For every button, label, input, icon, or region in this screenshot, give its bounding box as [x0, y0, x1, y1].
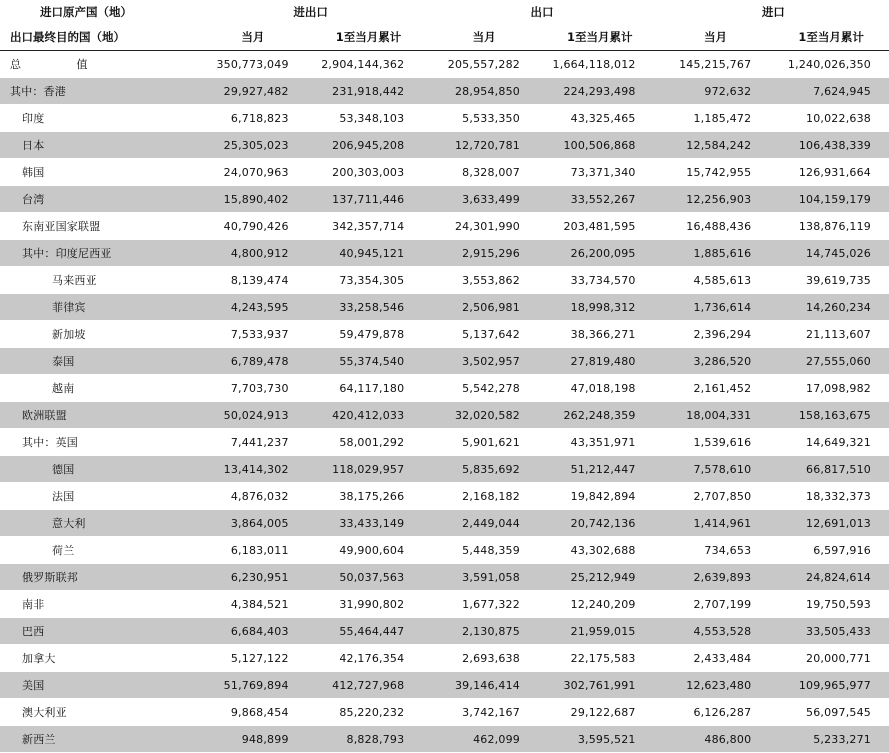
cell-import-month: 12,623,480 — [658, 672, 774, 699]
cell-total-trade-month: 6,789,478 — [195, 348, 311, 375]
cell-import-cumulative: 138,876,119 — [773, 213, 889, 240]
table-row — [0, 645, 889, 672]
table-row — [0, 699, 889, 726]
table-row — [0, 294, 889, 321]
header-origin-label: 进口原产国（地） — [0, 0, 195, 24]
cell-total-trade-month: 51,769,894 — [195, 672, 311, 699]
cell-export-cumulative: 19,842,894 — [542, 483, 658, 510]
cell-export-cumulative: 203,481,595 — [542, 213, 658, 240]
cell-total-trade-month: 3,864,005 — [195, 510, 311, 537]
cell-export-month: 12,720,781 — [426, 132, 542, 159]
header-import-month: 当月 — [658, 24, 774, 51]
cell-total-trade-cumulative: 231,918,442 — [311, 78, 427, 105]
row-label: 其中：英国 — [0, 429, 195, 456]
row-label: 意大利 — [0, 510, 195, 537]
row-label: 巴西 — [0, 618, 195, 645]
row-label: 韩国 — [0, 159, 195, 186]
cell-total-trade-cumulative: 50,037,563 — [311, 564, 427, 591]
cell-export-cumulative: 12,240,209 — [542, 591, 658, 618]
cell-total-trade-month: 7,533,937 — [195, 321, 311, 348]
cell-import-cumulative: 24,824,614 — [773, 564, 889, 591]
table-row — [0, 402, 889, 429]
table-row — [0, 510, 889, 537]
row-label: 南非 — [0, 591, 195, 618]
cell-import-month: 6,126,287 — [658, 699, 774, 726]
cell-total-trade-cumulative: 118,029,957 — [311, 456, 427, 483]
row-label: 马来西亚 — [0, 267, 195, 294]
header-export-cumulative: 1至当月累计 — [542, 24, 658, 51]
cell-total-trade-cumulative: 200,303,003 — [311, 159, 427, 186]
row-label: 印度 — [0, 105, 195, 132]
table-row — [0, 240, 889, 267]
row-label: 法国 — [0, 483, 195, 510]
cell-export-cumulative: 43,302,688 — [542, 537, 658, 564]
table-row — [0, 672, 889, 699]
header-group-import: 进口 — [658, 0, 889, 24]
cell-export-month: 5,533,350 — [426, 105, 542, 132]
table-header — [0, 0, 889, 51]
cell-export-month: 5,542,278 — [426, 375, 542, 402]
cell-import-month: 3,286,520 — [658, 348, 774, 375]
row-label: 新西兰 — [0, 726, 195, 753]
cell-total-trade-cumulative: 40,945,121 — [311, 240, 427, 267]
table-row — [0, 456, 889, 483]
cell-import-cumulative: 5,233,271 — [773, 726, 889, 753]
cell-total-trade-cumulative: 55,374,540 — [311, 348, 427, 375]
cell-export-cumulative: 51,212,447 — [542, 456, 658, 483]
cell-export-month: 2,506,981 — [426, 294, 542, 321]
cell-total-trade-cumulative: 55,464,447 — [311, 618, 427, 645]
cell-import-cumulative: 56,097,545 — [773, 699, 889, 726]
cell-export-cumulative: 100,506,868 — [542, 132, 658, 159]
cell-import-cumulative: 27,555,060 — [773, 348, 889, 375]
table-row — [0, 564, 889, 591]
row-label: 总 值 — [0, 51, 195, 78]
table-row — [0, 186, 889, 213]
cell-total-trade-month: 948,899 — [195, 726, 311, 753]
cell-import-cumulative: 14,649,321 — [773, 429, 889, 456]
row-label: 菲律宾 — [0, 294, 195, 321]
cell-total-trade-month: 50,024,913 — [195, 402, 311, 429]
cell-total-trade-cumulative: 206,945,208 — [311, 132, 427, 159]
cell-import-month: 12,256,903 — [658, 186, 774, 213]
header-row-periods — [0, 24, 889, 51]
cell-total-trade-month: 40,790,426 — [195, 213, 311, 240]
cell-total-trade-month: 8,139,474 — [195, 267, 311, 294]
cell-export-cumulative: 21,959,015 — [542, 618, 658, 645]
cell-total-trade-month: 350,773,049 — [195, 51, 311, 78]
header-row-groups — [0, 0, 889, 24]
cell-total-trade-cumulative: 64,117,180 — [311, 375, 427, 402]
cell-export-month: 2,693,638 — [426, 645, 542, 672]
row-label: 日本 — [0, 132, 195, 159]
cell-export-cumulative: 47,018,198 — [542, 375, 658, 402]
cell-total-trade-cumulative: 38,175,266 — [311, 483, 427, 510]
cell-import-month: 2,433,484 — [658, 645, 774, 672]
row-label: 美国 — [0, 672, 195, 699]
cell-import-month: 15,742,955 — [658, 159, 774, 186]
cell-export-month: 2,130,875 — [426, 618, 542, 645]
row-label: 荷兰 — [0, 537, 195, 564]
cell-import-cumulative: 10,022,638 — [773, 105, 889, 132]
cell-export-month: 462,099 — [426, 726, 542, 753]
table-row — [0, 321, 889, 348]
cell-export-cumulative: 302,761,991 — [542, 672, 658, 699]
cell-import-month: 1,185,472 — [658, 105, 774, 132]
cell-export-month: 5,835,692 — [426, 456, 542, 483]
cell-total-trade-month: 6,183,011 — [195, 537, 311, 564]
cell-import-month: 1,414,961 — [658, 510, 774, 537]
cell-total-trade-cumulative: 412,727,968 — [311, 672, 427, 699]
cell-import-cumulative: 106,438,339 — [773, 132, 889, 159]
row-label: 新加坡 — [0, 321, 195, 348]
row-label: 俄罗斯联邦 — [0, 564, 195, 591]
cell-total-trade-month: 4,800,912 — [195, 240, 311, 267]
row-label: 加拿大 — [0, 645, 195, 672]
cell-export-cumulative: 33,552,267 — [542, 186, 658, 213]
cell-import-month: 12,584,242 — [658, 132, 774, 159]
table-row — [0, 267, 889, 294]
row-label: 其中：香港 — [0, 78, 195, 105]
cell-import-cumulative: 1,240,026,350 — [773, 51, 889, 78]
cell-export-month: 24,301,990 — [426, 213, 542, 240]
cell-total-trade-cumulative: 59,479,878 — [311, 321, 427, 348]
cell-total-trade-cumulative: 342,357,714 — [311, 213, 427, 240]
cell-import-cumulative: 126,931,664 — [773, 159, 889, 186]
cell-import-month: 972,632 — [658, 78, 774, 105]
cell-import-cumulative: 7,624,945 — [773, 78, 889, 105]
cell-import-cumulative: 39,619,735 — [773, 267, 889, 294]
cell-export-month: 2,168,182 — [426, 483, 542, 510]
cell-export-month: 3,742,167 — [426, 699, 542, 726]
cell-total-trade-cumulative: 85,220,232 — [311, 699, 427, 726]
cell-import-month: 734,653 — [658, 537, 774, 564]
cell-export-cumulative: 1,664,118,012 — [542, 51, 658, 78]
cell-total-trade-cumulative: 33,258,546 — [311, 294, 427, 321]
cell-export-month: 5,901,621 — [426, 429, 542, 456]
cell-import-cumulative: 12,691,013 — [773, 510, 889, 537]
table-body — [0, 51, 889, 753]
cell-total-trade-month: 6,230,951 — [195, 564, 311, 591]
cell-export-month: 5,137,642 — [426, 321, 542, 348]
cell-total-trade-cumulative: 73,354,305 — [311, 267, 427, 294]
cell-export-cumulative: 43,325,465 — [542, 105, 658, 132]
table-row — [0, 483, 889, 510]
cell-total-trade-month: 7,703,730 — [195, 375, 311, 402]
cell-total-trade-cumulative: 53,348,103 — [311, 105, 427, 132]
table-row — [0, 429, 889, 456]
cell-export-cumulative: 20,742,136 — [542, 510, 658, 537]
row-label: 德国 — [0, 456, 195, 483]
cell-import-cumulative: 14,260,234 — [773, 294, 889, 321]
table-row — [0, 159, 889, 186]
cell-total-trade-month: 24,070,963 — [195, 159, 311, 186]
header-destination-label: 出口最终目的国（地） — [0, 24, 195, 51]
cell-export-cumulative: 26,200,095 — [542, 240, 658, 267]
cell-total-trade-cumulative: 137,711,446 — [311, 186, 427, 213]
row-label: 澳大利亚 — [0, 699, 195, 726]
table-row — [0, 537, 889, 564]
cell-export-month: 8,328,007 — [426, 159, 542, 186]
cell-export-month: 205,557,282 — [426, 51, 542, 78]
cell-export-month: 3,553,862 — [426, 267, 542, 294]
cell-import-month: 1,539,616 — [658, 429, 774, 456]
cell-total-trade-month: 5,127,122 — [195, 645, 311, 672]
cell-import-month: 4,553,528 — [658, 618, 774, 645]
cell-export-cumulative: 224,293,498 — [542, 78, 658, 105]
cell-import-month: 145,215,767 — [658, 51, 774, 78]
table-row — [0, 213, 889, 240]
cell-export-cumulative: 22,175,583 — [542, 645, 658, 672]
cell-export-month: 32,020,582 — [426, 402, 542, 429]
cell-export-cumulative: 25,212,949 — [542, 564, 658, 591]
cell-import-month: 2,707,850 — [658, 483, 774, 510]
cell-import-month: 1,736,614 — [658, 294, 774, 321]
cell-import-cumulative: 21,113,607 — [773, 321, 889, 348]
cell-total-trade-cumulative: 58,001,292 — [311, 429, 427, 456]
cell-import-cumulative: 109,965,977 — [773, 672, 889, 699]
cell-import-cumulative: 33,505,433 — [773, 618, 889, 645]
cell-total-trade-cumulative: 33,433,149 — [311, 510, 427, 537]
table-row — [0, 618, 889, 645]
table-row — [0, 132, 889, 159]
cell-export-month: 28,954,850 — [426, 78, 542, 105]
cell-total-trade-month: 25,305,023 — [195, 132, 311, 159]
cell-export-cumulative: 73,371,340 — [542, 159, 658, 186]
table-row — [0, 375, 889, 402]
cell-import-month: 2,707,199 — [658, 591, 774, 618]
row-label: 欧洲联盟 — [0, 402, 195, 429]
row-label: 其中：印度尼西亚 — [0, 240, 195, 267]
cell-total-trade-month: 29,927,482 — [195, 78, 311, 105]
table-row — [0, 78, 889, 105]
cell-total-trade-month: 15,890,402 — [195, 186, 311, 213]
cell-import-month: 2,161,452 — [658, 375, 774, 402]
header-group-export: 出口 — [426, 0, 657, 24]
cell-total-trade-month: 6,684,403 — [195, 618, 311, 645]
cell-export-month: 1,677,322 — [426, 591, 542, 618]
row-label: 东南亚国家联盟 — [0, 213, 195, 240]
cell-import-cumulative: 104,159,179 — [773, 186, 889, 213]
cell-import-cumulative: 14,745,026 — [773, 240, 889, 267]
cell-import-month: 2,639,893 — [658, 564, 774, 591]
cell-total-trade-cumulative: 42,176,354 — [311, 645, 427, 672]
cell-export-cumulative: 38,366,271 — [542, 321, 658, 348]
table-row — [0, 348, 889, 375]
cell-total-trade-cumulative: 8,828,793 — [311, 726, 427, 753]
header-import-cumulative: 1至当月累计 — [773, 24, 889, 51]
cell-import-cumulative: 6,597,916 — [773, 537, 889, 564]
table-row — [0, 51, 889, 78]
cell-import-month: 2,396,294 — [658, 321, 774, 348]
header-total-trade-cumulative: 1至当月累计 — [311, 24, 427, 51]
cell-export-month: 3,502,957 — [426, 348, 542, 375]
header-export-month: 当月 — [426, 24, 542, 51]
cell-import-cumulative: 66,817,510 — [773, 456, 889, 483]
cell-total-trade-month: 4,876,032 — [195, 483, 311, 510]
cell-import-cumulative: 19,750,593 — [773, 591, 889, 618]
header-total-trade-month: 当月 — [195, 24, 311, 51]
table-row — [0, 591, 889, 618]
cell-total-trade-cumulative: 49,900,604 — [311, 537, 427, 564]
header-group-total-trade: 进出口 — [195, 0, 426, 24]
cell-export-cumulative: 262,248,359 — [542, 402, 658, 429]
table-row — [0, 726, 889, 753]
cell-import-month: 18,004,331 — [658, 402, 774, 429]
row-label: 泰国 — [0, 348, 195, 375]
cell-import-month: 1,885,616 — [658, 240, 774, 267]
cell-export-month: 3,633,499 — [426, 186, 542, 213]
cell-total-trade-cumulative: 420,412,033 — [311, 402, 427, 429]
cell-export-cumulative: 43,351,971 — [542, 429, 658, 456]
cell-export-month: 5,448,359 — [426, 537, 542, 564]
cell-export-cumulative: 29,122,687 — [542, 699, 658, 726]
cell-export-month: 3,591,058 — [426, 564, 542, 591]
cell-export-month: 2,915,296 — [426, 240, 542, 267]
cell-export-cumulative: 33,734,570 — [542, 267, 658, 294]
cell-import-cumulative: 158,163,675 — [773, 402, 889, 429]
cell-export-cumulative: 3,595,521 — [542, 726, 658, 753]
cell-import-cumulative: 20,000,771 — [773, 645, 889, 672]
cell-export-cumulative: 27,819,480 — [542, 348, 658, 375]
cell-import-cumulative: 17,098,982 — [773, 375, 889, 402]
cell-total-trade-cumulative: 2,904,144,362 — [311, 51, 427, 78]
cell-import-month: 4,585,613 — [658, 267, 774, 294]
cell-import-month: 7,578,610 — [658, 456, 774, 483]
cell-total-trade-month: 13,414,302 — [195, 456, 311, 483]
cell-total-trade-cumulative: 31,990,802 — [311, 591, 427, 618]
row-label: 台湾 — [0, 186, 195, 213]
cell-import-month: 16,488,436 — [658, 213, 774, 240]
cell-total-trade-month: 4,243,595 — [195, 294, 311, 321]
cell-import-cumulative: 18,332,373 — [773, 483, 889, 510]
cell-total-trade-month: 7,441,237 — [195, 429, 311, 456]
cell-export-month: 39,146,414 — [426, 672, 542, 699]
cell-export-month: 2,449,044 — [426, 510, 542, 537]
cell-total-trade-month: 6,718,823 — [195, 105, 311, 132]
table-row — [0, 105, 889, 132]
cell-export-cumulative: 18,998,312 — [542, 294, 658, 321]
row-label: 越南 — [0, 375, 195, 402]
cell-total-trade-month: 4,384,521 — [195, 591, 311, 618]
cell-total-trade-month: 9,868,454 — [195, 699, 311, 726]
cell-import-month: 486,800 — [658, 726, 774, 753]
